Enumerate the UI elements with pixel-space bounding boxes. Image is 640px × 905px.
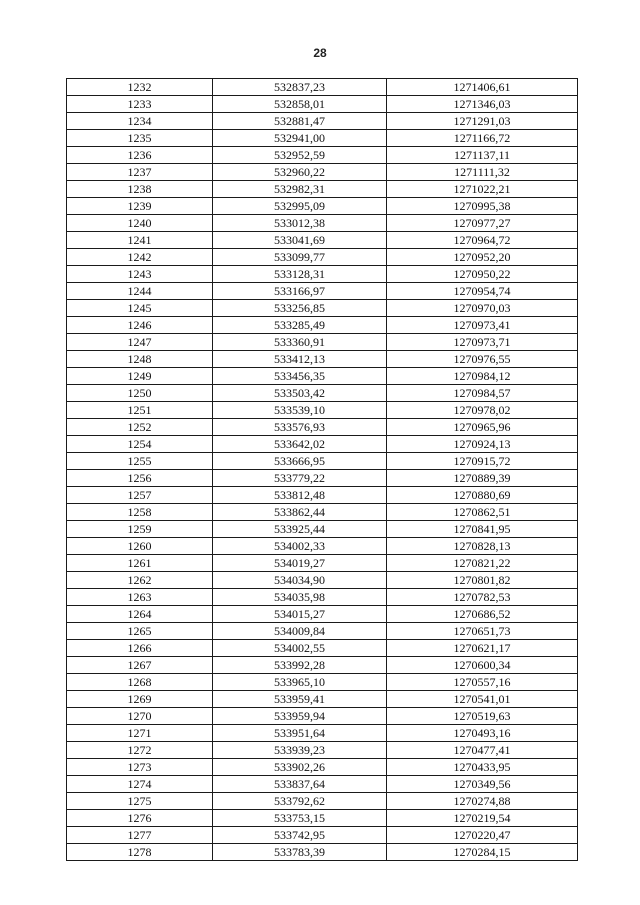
table-row [67, 827, 578, 844]
table-row [67, 759, 578, 776]
point-number-cell: 1255 [67, 453, 213, 470]
x-coordinate-cell: 533742,95 [213, 827, 387, 844]
table-row [67, 555, 578, 572]
table-row [67, 351, 578, 368]
point-number-cell: 1273 [67, 759, 213, 776]
table-row [67, 640, 578, 657]
point-number-cell: 1245 [67, 300, 213, 317]
table-row [67, 385, 578, 402]
point-number-cell: 1265 [67, 623, 213, 640]
x-coordinate-cell: 533902,26 [213, 759, 387, 776]
x-coordinate-cell: 532881,47 [213, 113, 387, 130]
table-row [67, 589, 578, 606]
y-coordinate-cell: 1270984,12 [387, 368, 578, 385]
coordinates-table [66, 78, 578, 861]
x-coordinate-cell: 533862,44 [213, 504, 387, 521]
y-coordinate-cell: 1271346,03 [387, 96, 578, 113]
y-coordinate-cell: 1270274,88 [387, 793, 578, 810]
point-number-cell: 1277 [67, 827, 213, 844]
y-coordinate-cell: 1270984,57 [387, 385, 578, 402]
point-number-cell: 1247 [67, 334, 213, 351]
point-number-cell: 1254 [67, 436, 213, 453]
point-number-cell: 1236 [67, 147, 213, 164]
point-number-cell: 1257 [67, 487, 213, 504]
point-number-cell: 1234 [67, 113, 213, 130]
y-coordinate-cell: 1270965,96 [387, 419, 578, 436]
point-number-cell: 1256 [67, 470, 213, 487]
x-coordinate-cell: 533012,38 [213, 215, 387, 232]
x-coordinate-cell: 534009,84 [213, 623, 387, 640]
table-row [67, 674, 578, 691]
table-row [67, 504, 578, 521]
x-coordinate-cell: 532982,31 [213, 181, 387, 198]
x-coordinate-cell: 533965,10 [213, 674, 387, 691]
y-coordinate-cell: 1270284,15 [387, 844, 578, 861]
point-number-cell: 1244 [67, 283, 213, 300]
x-coordinate-cell: 532858,01 [213, 96, 387, 113]
table-row [67, 521, 578, 538]
table-row [67, 793, 578, 810]
table-row [67, 79, 578, 96]
x-coordinate-cell: 533925,44 [213, 521, 387, 538]
point-number-cell: 1248 [67, 351, 213, 368]
x-coordinate-cell: 533360,91 [213, 334, 387, 351]
table-row [67, 198, 578, 215]
table-row [67, 691, 578, 708]
table-row [67, 844, 578, 861]
table-row [67, 487, 578, 504]
point-number-cell: 1237 [67, 164, 213, 181]
x-coordinate-cell: 533837,64 [213, 776, 387, 793]
x-coordinate-cell: 533412,13 [213, 351, 387, 368]
table-row [67, 606, 578, 623]
y-coordinate-cell: 1270686,52 [387, 606, 578, 623]
y-coordinate-cell: 1270519,63 [387, 708, 578, 725]
x-coordinate-cell: 532837,23 [213, 79, 387, 96]
x-coordinate-cell: 534015,27 [213, 606, 387, 623]
x-coordinate-cell: 532941,00 [213, 130, 387, 147]
y-coordinate-cell: 1270600,34 [387, 657, 578, 674]
point-number-cell: 1252 [67, 419, 213, 436]
table-row [67, 181, 578, 198]
x-coordinate-cell: 533539,10 [213, 402, 387, 419]
table-row [67, 232, 578, 249]
y-coordinate-cell: 1270964,72 [387, 232, 578, 249]
table-row [67, 657, 578, 674]
x-coordinate-cell: 532952,59 [213, 147, 387, 164]
table-row [67, 249, 578, 266]
x-coordinate-cell: 532995,09 [213, 198, 387, 215]
table-row [67, 572, 578, 589]
point-number-cell: 1270 [67, 708, 213, 725]
point-number-cell: 1241 [67, 232, 213, 249]
y-coordinate-cell: 1271406,61 [387, 79, 578, 96]
table-row [67, 283, 578, 300]
point-number-cell: 1276 [67, 810, 213, 827]
point-number-cell: 1238 [67, 181, 213, 198]
point-number-cell: 1268 [67, 674, 213, 691]
table-row [67, 130, 578, 147]
y-coordinate-cell: 1270651,73 [387, 623, 578, 640]
table-row [67, 113, 578, 130]
point-number-cell: 1240 [67, 215, 213, 232]
point-number-cell: 1272 [67, 742, 213, 759]
table-row [67, 215, 578, 232]
y-coordinate-cell: 1270821,22 [387, 555, 578, 572]
point-number-cell: 1261 [67, 555, 213, 572]
y-coordinate-cell: 1270889,39 [387, 470, 578, 487]
y-coordinate-cell: 1270220,47 [387, 827, 578, 844]
x-coordinate-cell: 533753,15 [213, 810, 387, 827]
point-number-cell: 1243 [67, 266, 213, 283]
x-coordinate-cell: 533959,41 [213, 691, 387, 708]
y-coordinate-cell: 1270493,16 [387, 725, 578, 742]
y-coordinate-cell: 1270862,51 [387, 504, 578, 521]
table-row [67, 368, 578, 385]
y-coordinate-cell: 1271291,03 [387, 113, 578, 130]
point-number-cell: 1232 [67, 79, 213, 96]
point-number-cell: 1275 [67, 793, 213, 810]
y-coordinate-cell: 1271111,32 [387, 164, 578, 181]
y-coordinate-cell: 1270219,54 [387, 810, 578, 827]
x-coordinate-cell: 533779,22 [213, 470, 387, 487]
point-number-cell: 1278 [67, 844, 213, 861]
point-number-cell: 1235 [67, 130, 213, 147]
point-number-cell: 1269 [67, 691, 213, 708]
table-row [67, 725, 578, 742]
point-number-cell: 1260 [67, 538, 213, 555]
x-coordinate-cell: 533642,02 [213, 436, 387, 453]
point-number-cell: 1249 [67, 368, 213, 385]
table-row [67, 164, 578, 181]
point-number-cell: 1266 [67, 640, 213, 657]
x-coordinate-cell: 533992,28 [213, 657, 387, 674]
table-row [67, 708, 578, 725]
x-coordinate-cell: 534002,55 [213, 640, 387, 657]
point-number-cell: 1259 [67, 521, 213, 538]
y-coordinate-cell: 1270995,38 [387, 198, 578, 215]
point-number-cell: 1264 [67, 606, 213, 623]
point-number-cell: 1271 [67, 725, 213, 742]
y-coordinate-cell: 1270954,74 [387, 283, 578, 300]
x-coordinate-cell: 532960,22 [213, 164, 387, 181]
x-coordinate-cell: 533783,39 [213, 844, 387, 861]
y-coordinate-cell: 1270880,69 [387, 487, 578, 504]
y-coordinate-cell: 1270978,02 [387, 402, 578, 419]
coordinates-table-body [67, 79, 578, 861]
table-row [67, 419, 578, 436]
table-row [67, 96, 578, 113]
y-coordinate-cell: 1270973,71 [387, 334, 578, 351]
point-number-cell: 1233 [67, 96, 213, 113]
page-number: 28 [313, 46, 327, 60]
table-row [67, 334, 578, 351]
y-coordinate-cell: 1270782,53 [387, 589, 578, 606]
y-coordinate-cell: 1270841,95 [387, 521, 578, 538]
x-coordinate-cell: 533166,97 [213, 283, 387, 300]
table-row [67, 623, 578, 640]
y-coordinate-cell: 1270349,56 [387, 776, 578, 793]
x-coordinate-cell: 533959,94 [213, 708, 387, 725]
x-coordinate-cell: 533099,77 [213, 249, 387, 266]
point-number-cell: 1258 [67, 504, 213, 521]
point-number-cell: 1274 [67, 776, 213, 793]
x-coordinate-cell: 533666,95 [213, 453, 387, 470]
y-coordinate-cell: 1271137,11 [387, 147, 578, 164]
x-coordinate-cell: 533812,48 [213, 487, 387, 504]
x-coordinate-cell: 533576,93 [213, 419, 387, 436]
x-coordinate-cell: 533503,42 [213, 385, 387, 402]
point-number-cell: 1267 [67, 657, 213, 674]
point-number-cell: 1251 [67, 402, 213, 419]
y-coordinate-cell: 1270621,17 [387, 640, 578, 657]
table-row [67, 436, 578, 453]
table-row [67, 147, 578, 164]
y-coordinate-cell: 1270557,16 [387, 674, 578, 691]
point-number-cell: 1246 [67, 317, 213, 334]
y-coordinate-cell: 1270952,20 [387, 249, 578, 266]
point-number-cell: 1242 [67, 249, 213, 266]
y-coordinate-cell: 1270541,01 [387, 691, 578, 708]
x-coordinate-cell: 534035,98 [213, 589, 387, 606]
table-row [67, 300, 578, 317]
point-number-cell: 1262 [67, 572, 213, 589]
point-number-cell: 1250 [67, 385, 213, 402]
y-coordinate-cell: 1270477,41 [387, 742, 578, 759]
x-coordinate-cell: 533256,85 [213, 300, 387, 317]
x-coordinate-cell: 534002,33 [213, 538, 387, 555]
x-coordinate-cell: 533792,62 [213, 793, 387, 810]
table-row [67, 453, 578, 470]
y-coordinate-cell: 1270801,82 [387, 572, 578, 589]
y-coordinate-cell: 1270976,55 [387, 351, 578, 368]
x-coordinate-cell: 533128,31 [213, 266, 387, 283]
table-row [67, 266, 578, 283]
y-coordinate-cell: 1270950,22 [387, 266, 578, 283]
y-coordinate-cell: 1270970,03 [387, 300, 578, 317]
point-number-cell: 1263 [67, 589, 213, 606]
y-coordinate-cell: 1270915,72 [387, 453, 578, 470]
x-coordinate-cell: 533041,69 [213, 232, 387, 249]
table-row [67, 402, 578, 419]
x-coordinate-cell: 534034,90 [213, 572, 387, 589]
point-number-cell: 1239 [67, 198, 213, 215]
y-coordinate-cell: 1270433,95 [387, 759, 578, 776]
x-coordinate-cell: 533951,64 [213, 725, 387, 742]
x-coordinate-cell: 533456,35 [213, 368, 387, 385]
table-row [67, 538, 578, 555]
table-row [67, 317, 578, 334]
x-coordinate-cell: 533285,49 [213, 317, 387, 334]
y-coordinate-cell: 1270973,41 [387, 317, 578, 334]
table-row [67, 742, 578, 759]
x-coordinate-cell: 534019,27 [213, 555, 387, 572]
table-row [67, 776, 578, 793]
y-coordinate-cell: 1271022,21 [387, 181, 578, 198]
y-coordinate-cell: 1270828,13 [387, 538, 578, 555]
x-coordinate-cell: 533939,23 [213, 742, 387, 759]
y-coordinate-cell: 1270977,27 [387, 215, 578, 232]
y-coordinate-cell: 1270924,13 [387, 436, 578, 453]
table-row [67, 470, 578, 487]
y-coordinate-cell: 1271166,72 [387, 130, 578, 147]
table-row [67, 810, 578, 827]
